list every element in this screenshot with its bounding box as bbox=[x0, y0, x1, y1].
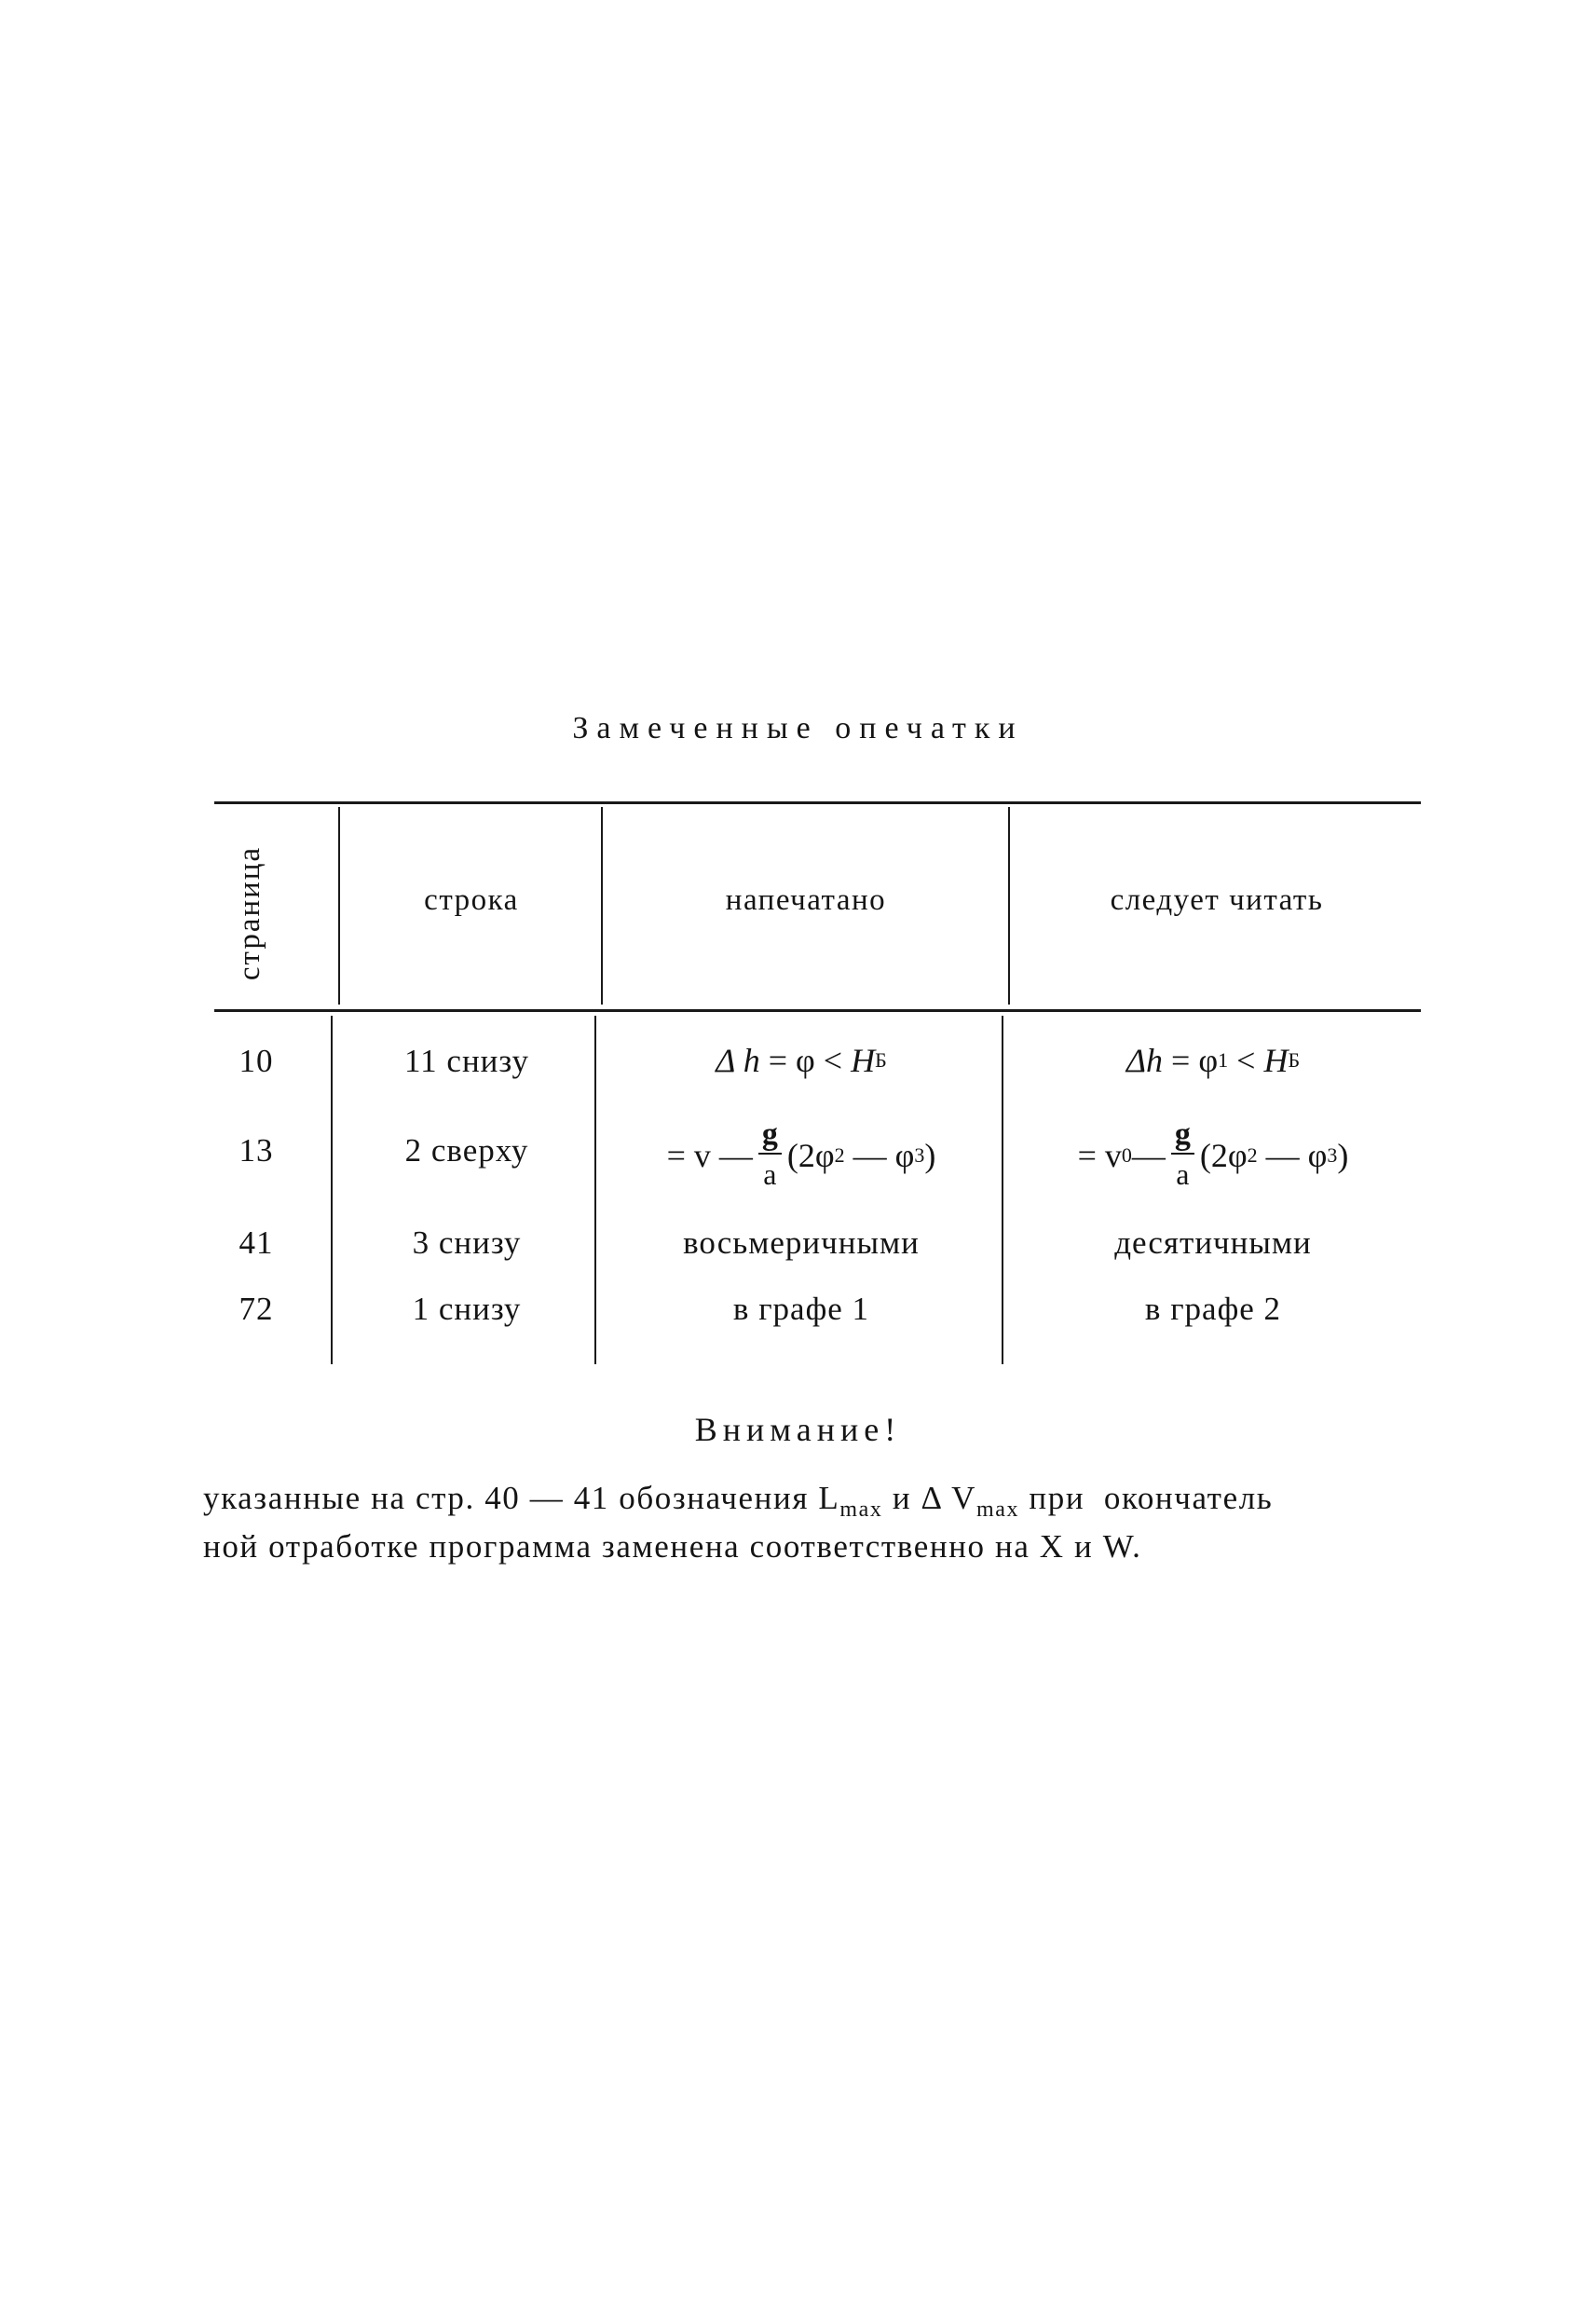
row4-should-read: в графе 2 bbox=[1144, 1291, 1282, 1327]
header-divider-1 bbox=[338, 807, 340, 1005]
row1-correct-sub1: 1 bbox=[1218, 1048, 1229, 1072]
row1-page: 10 bbox=[239, 1043, 274, 1079]
row2-correct-num: g bbox=[1171, 1119, 1194, 1155]
row3-printed: восьмеричными bbox=[683, 1224, 920, 1261]
notice-line-1 bbox=[203, 1480, 1414, 1523]
row2-printed-close: ) bbox=[924, 1137, 936, 1174]
row2-printed-sub-a: 2 bbox=[834, 1143, 845, 1167]
notice-line1-sub1: max bbox=[839, 1497, 883, 1522]
row2-correct-fraction bbox=[1171, 1119, 1194, 1192]
row4-line: 1 снизу bbox=[412, 1291, 522, 1327]
row1-correct-eq: = φ bbox=[1163, 1042, 1219, 1079]
row2-printed-den: a bbox=[763, 1157, 777, 1191]
row3-should-read: десятичными bbox=[1114, 1224, 1312, 1261]
row1-correct-lhs: Δh bbox=[1125, 1042, 1164, 1079]
header-page: страница bbox=[233, 845, 266, 981]
row2-correct-minus: — φ bbox=[1257, 1137, 1328, 1174]
row1-printed-lhs: Δ h bbox=[716, 1042, 760, 1079]
notice-heading: Внимание! bbox=[694, 1411, 902, 1448]
row2-printed-suffix: (2φ bbox=[786, 1137, 835, 1174]
table-header-rule bbox=[214, 1009, 1421, 1012]
row2-should-read-formula bbox=[1008, 1111, 1418, 1200]
header-printed: напечатано bbox=[725, 883, 887, 917]
row1-correct-sub: Б bbox=[1288, 1048, 1301, 1072]
row1-correct-mid: < bbox=[1228, 1042, 1264, 1079]
row2-correct-close: ) bbox=[1337, 1137, 1349, 1174]
row2-printed-num: g bbox=[758, 1119, 782, 1155]
row2-correct-sub0: 0 bbox=[1121, 1143, 1132, 1167]
notice-line1-part1: указанные на стр. 40 — 41 обозначения L bbox=[203, 1480, 840, 1516]
notice-line1-part2: и Δ V bbox=[882, 1480, 976, 1516]
row4-page: 72 bbox=[239, 1291, 274, 1327]
row1-printed-rhs: H bbox=[851, 1042, 876, 1079]
row4-printed: в графе 1 bbox=[732, 1291, 870, 1327]
row3-line: 3 снизу bbox=[412, 1224, 522, 1261]
page-title: Замеченные опечатки bbox=[572, 711, 1024, 745]
row2-printed-minus: — φ bbox=[844, 1137, 915, 1174]
table-top-rule bbox=[214, 801, 1421, 804]
body-divider-2 bbox=[594, 1016, 596, 1364]
notice-line1-part3: при окончатель bbox=[1019, 1480, 1274, 1516]
header-divider-3 bbox=[1008, 807, 1010, 1005]
row1-line: 11 снизу bbox=[403, 1043, 530, 1079]
row1-printed-sub: Б bbox=[875, 1048, 887, 1072]
row2-correct-dash: — bbox=[1131, 1137, 1166, 1174]
row2-printed-fraction bbox=[758, 1119, 782, 1192]
row2-line: 2 сверху bbox=[404, 1132, 529, 1169]
header-divider-2 bbox=[601, 807, 603, 1005]
row1-printed-formula bbox=[601, 1036, 1002, 1085]
notice-line-2: ной отработке программа заменена соответственно на X и W. bbox=[203, 1528, 1142, 1565]
row2-correct-sub-a: 2 bbox=[1247, 1143, 1258, 1167]
row2-correct-den: a bbox=[1176, 1157, 1190, 1191]
row2-correct-sub-b: 3 bbox=[1327, 1143, 1338, 1167]
body-divider-3 bbox=[1002, 1016, 1003, 1364]
row2-correct-prefix: = v bbox=[1077, 1137, 1122, 1174]
body-divider-1 bbox=[331, 1016, 333, 1364]
row1-should-read-formula bbox=[1008, 1036, 1418, 1085]
row2-printed-sub-b: 3 bbox=[914, 1143, 925, 1167]
row1-correct-rhs: H bbox=[1263, 1042, 1289, 1079]
header-should-read: следует читать bbox=[1110, 883, 1324, 917]
row2-correct-suffix: (2φ bbox=[1199, 1137, 1248, 1174]
header-line: строка bbox=[424, 883, 519, 917]
row2-printed-formula bbox=[601, 1111, 1002, 1200]
row1-printed-eq: = φ < bbox=[759, 1042, 852, 1079]
notice-line1-sub2: max bbox=[975, 1497, 1020, 1522]
row2-printed-prefix: = v — bbox=[666, 1137, 753, 1174]
row2-page: 13 bbox=[239, 1132, 274, 1169]
row3-page: 41 bbox=[239, 1224, 274, 1261]
